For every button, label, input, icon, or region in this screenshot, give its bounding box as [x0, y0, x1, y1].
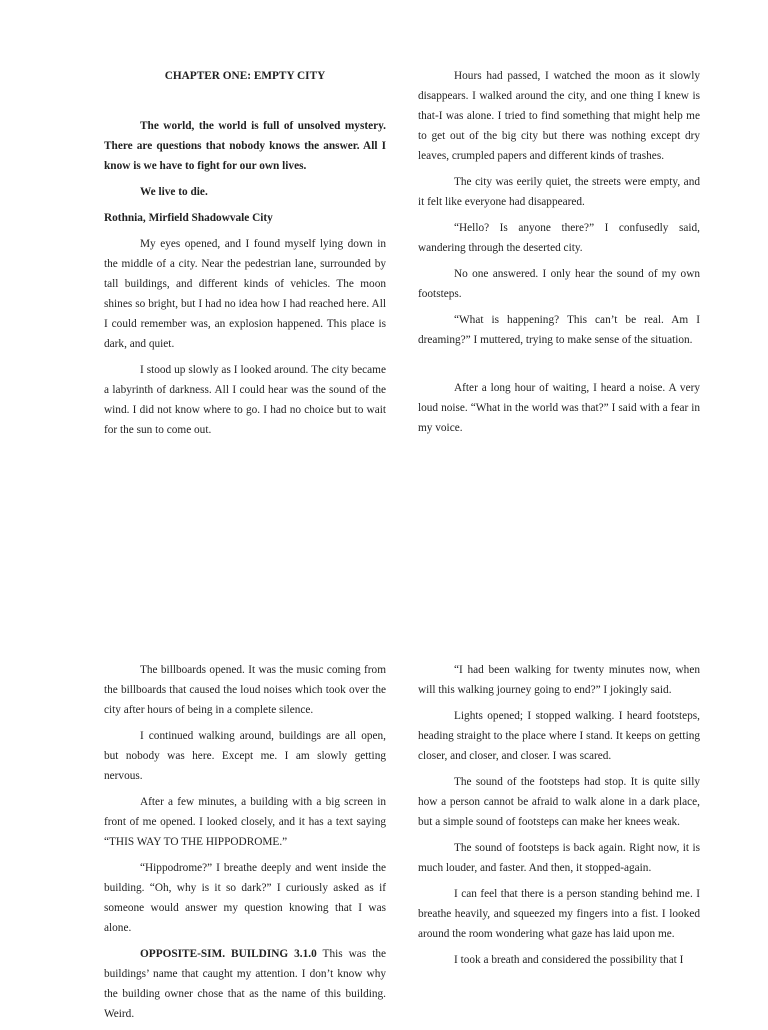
paragraph: The sound of the footsteps had stop. It is quite silly how a person cannot be afraid to walk alone in a dark place, but a simple sound of footsteps can make her knees weak. — [418, 776, 700, 828]
chapter-motto: We live to die. — [140, 186, 208, 198]
paragraph: The billboards opened. It was the music coming from the billboards that caused the loud noises which took over the city after hours of being in a complete silence. — [104, 664, 386, 716]
paragraph: “What is happening? This can’t be real. Am I dreaming?” I muttered, trying to make sense of the situation. — [418, 314, 700, 346]
paragraph: After a few minutes, a building with a big screen in front of me opened. I looked closely, and it has a text saying “THIS WAY TO THE HIPPODROME.” — [104, 796, 386, 848]
paragraph: I can feel that there is a person standing behind me. I breathe heavily, and squeezed my fingers into a fist. I looked around the room wondering what gaze has laid upon me. — [418, 888, 700, 940]
paragraph — [104, 944, 386, 1024]
paragraph: I continued walking around, buildings are all open, but nobody was here. Except me. I am slowly getting nervous. — [104, 730, 386, 782]
page1-right-column — [418, 66, 700, 444]
paragraph: Hours had passed, I watched the moon as it slowly disappears. I walked around the city, and one thing I knew is that-I was alone. I tried to find something that might help me to get out of the big city but there was nothing except dry leaves, crumpled papers and different kinds of trashes. — [418, 70, 700, 162]
location-heading: Rothnia, Mirfield Shadowvale City — [104, 212, 273, 224]
chapter-title: CHAPTER ONE: EMPTY CITY — [164, 70, 326, 82]
building-name: OPPOSITE-SIM. BUILDING 3.1.0 — [140, 948, 317, 960]
paragraph: Lights opened; I stopped walking. I heard footsteps, heading straight to the place where I stand. It keeps on getting closer, and closer, and closer. I was scared. — [418, 710, 700, 762]
chapter-tagline: The world, the world is full of unsolved mystery. There are questions that nobody knows the answer. All I know is we have to fight for our own lives. — [104, 120, 386, 172]
page2-right-column — [418, 660, 700, 976]
paragraph: My eyes opened, and I found myself lying down in the middle of a city. Near the pedestrian lane, surrounded by tall buildings, and different kinds of vehicles. The moon shines so bright, but I had no idea how I had reached here. All I could remember was, an explosion happened. This place is dark, and quiet. — [104, 238, 386, 350]
paragraph: The sound of footsteps is back again. Right now, it is much louder, and faster. And then, it stopped-again. — [418, 842, 700, 874]
paragraph: “I had been walking for twenty minutes now, when will this walking journey going to end?” I jokingly said. — [418, 664, 700, 696]
page2-left-column — [104, 660, 386, 1030]
paragraph: “Hello? Is anyone there?” I confusedly said, wandering through the deserted city. — [418, 222, 700, 254]
paragraph: I stood up slowly as I looked around. The city became a labyrinth of darkness. All I could hear was the sound of the wind. I did not know where to go. I had no choice but to wait for the sun to come out. — [104, 364, 386, 436]
paragraph: I took a breath and considered the possibility that I — [454, 954, 684, 966]
paragraph: “Hippodrome?” I breathe deeply and went inside the building. “Oh, why is it so dark?” I curiously asked as if someone would answer my question knowing that I was alone. — [104, 862, 386, 934]
page1-left-column — [104, 66, 386, 446]
paragraph: After a long hour of waiting, I heard a noise. A very loud noise. “What in the world was that?” I said with a fear in my voice. — [418, 382, 700, 434]
paragraph-gap — [418, 356, 700, 378]
paragraph: No one answered. I only hear the sound of my own footsteps. — [418, 268, 700, 300]
paragraph: The city was eerily quiet, the streets were empty, and it felt like everyone had disappeared. — [418, 176, 700, 208]
paragraph-text: This was the buildings’ name that caught my attention. I don’t know why the building owner chose that as the name of this building. Weird. — [104, 948, 386, 1020]
